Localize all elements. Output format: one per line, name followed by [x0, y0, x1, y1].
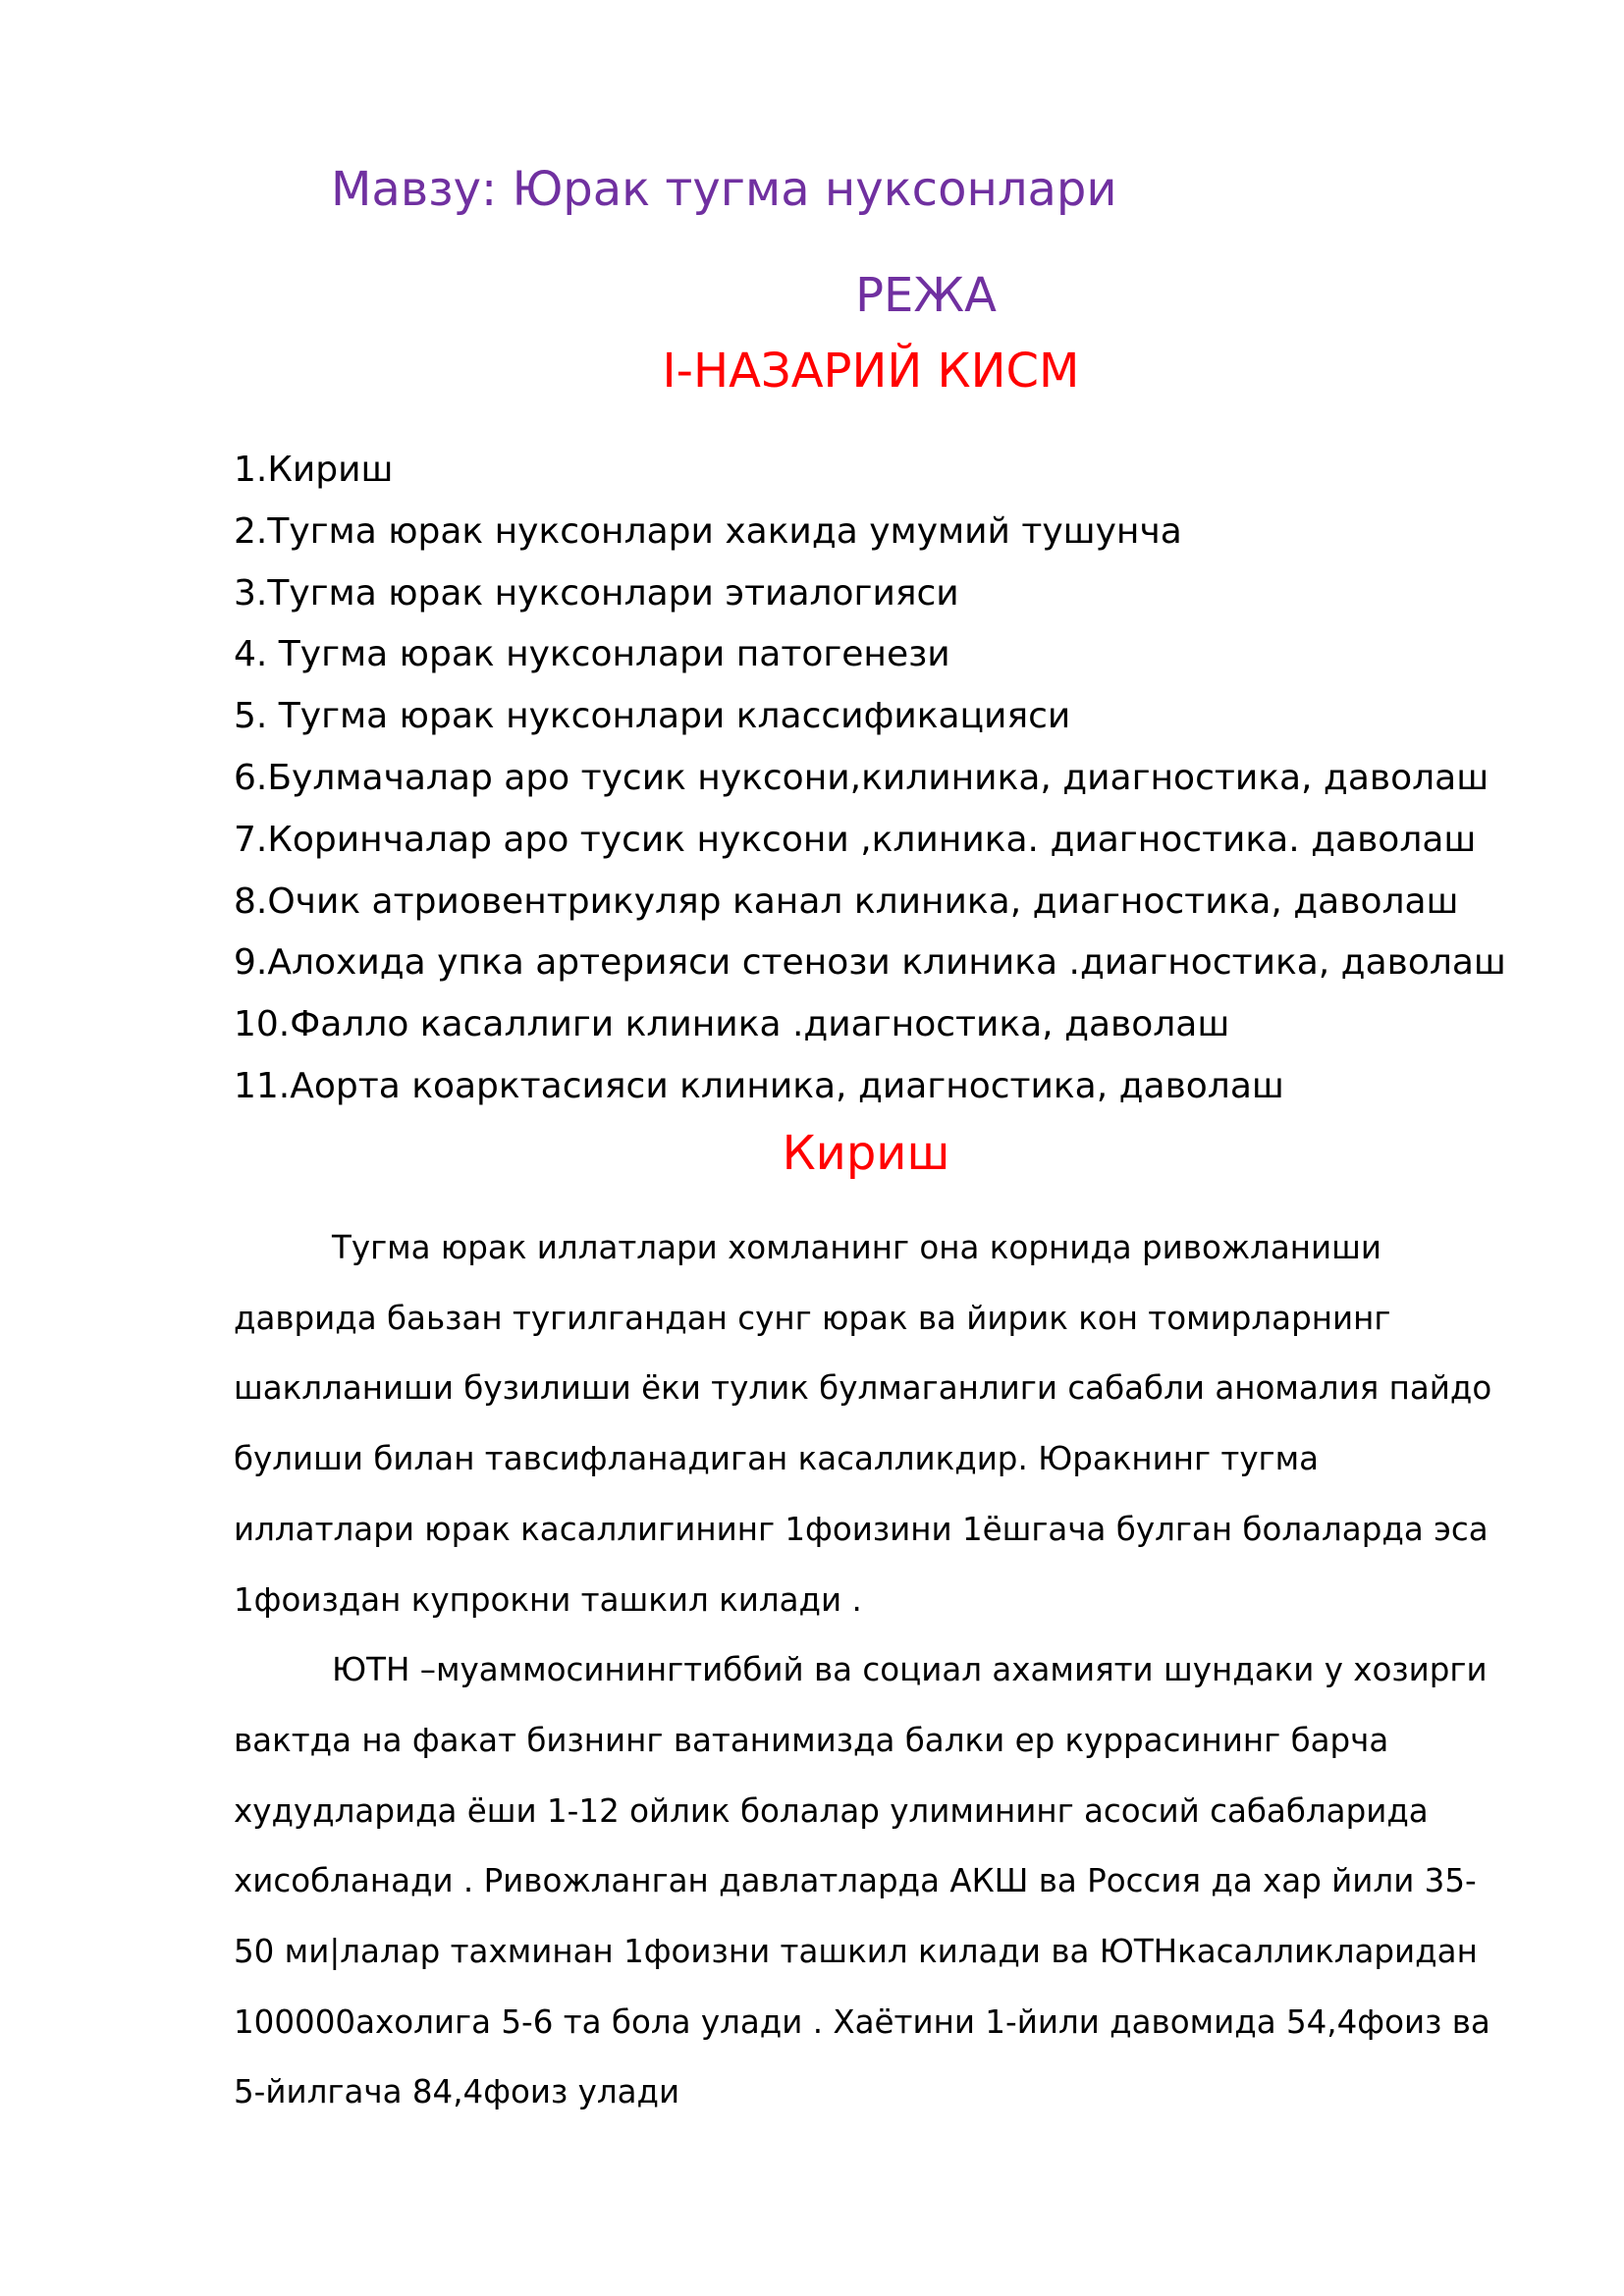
topic-title: Мавзу: Юрак тугма нуксонлари: [331, 162, 1117, 217]
plan-item: 9.Алохида упка артерияси стенози клиника .диагностика, даволаш: [234, 942, 1506, 984]
part-heading: I-НАЗАРИЙ КИСМ: [662, 344, 1080, 399]
plan-item: 6.Булмачалар аро тусик нуксони,килиника, диагностика, даволаш: [234, 757, 1489, 798]
plan-list: [234, 440, 1506, 1118]
plan-item: 3.Тугма юрак нуксонлари этиалогияси: [234, 572, 959, 614]
plan-item: 10.Фалло касаллиги клиника .диагностика, даволаш: [234, 1004, 1230, 1045]
intro-body: [234, 1213, 1500, 2128]
paragraph: Тугма юрак иллатлари хомланинг она корнида ривожланиши даврида баьзан тугилгандан сунг юрак ва йирик кон томирларнинг шаклланиши бузилиши ёки тулик булмаганлиги сабабли аномалия пайдо булиши билан тавсифланадиган касалликдир. Юракнинг тугма иллатлари юрак касаллигининг 1фоизини 1ёшгача булган болаларда эса 1фоиздан купрокни ташкил килади .: [234, 1229, 1492, 1619]
plan-item: 1.Кириш: [234, 450, 394, 490]
plan-item: 7.Коринчалар аро тусик нуксони ,клиника. диагностика. даволаш: [234, 819, 1477, 860]
plan-item: 5. Тугма юрак нуксонлари классификацияси: [234, 696, 1071, 737]
plan-item: 8.Очик атриовентрикуляр канал клиника, диагностика, даволаш: [234, 881, 1459, 922]
plan-item: 4. Тугма юрак нуксонлари патогенези: [234, 634, 950, 675]
plan-heading: РЕЖА: [855, 268, 997, 323]
plan-item: 11.Аорта коарктасияси клиника, диагностика, даволаш: [234, 1065, 1284, 1106]
intro-heading: Кириш: [782, 1126, 950, 1181]
plan-item: 2.Тугма юрак нуксонлари хакида умумий тушунча: [234, 510, 1182, 552]
paragraph: ЮТН –муаммосинингтиббий ва социал ахамияти шундаки у хозирги вактда на факат бизнинг ватанимизда балки ер куррасининг барча худудларида ёши 1-12 ойлик болалар улимининг асосий сабабларида хисобланади . Ривожланган давлатларда АКШ ва Россия да хар йили 35-50 ми|лалар тахминан 1фоизни ташкил килади ва ЮТНкасалликларидан 100000ахолига 5-6 та бола улади . Хаётини 1-йили давомида 54,4фоиз ва 5-йилгача 84,4фоиз улади: [234, 1651, 1490, 2111]
